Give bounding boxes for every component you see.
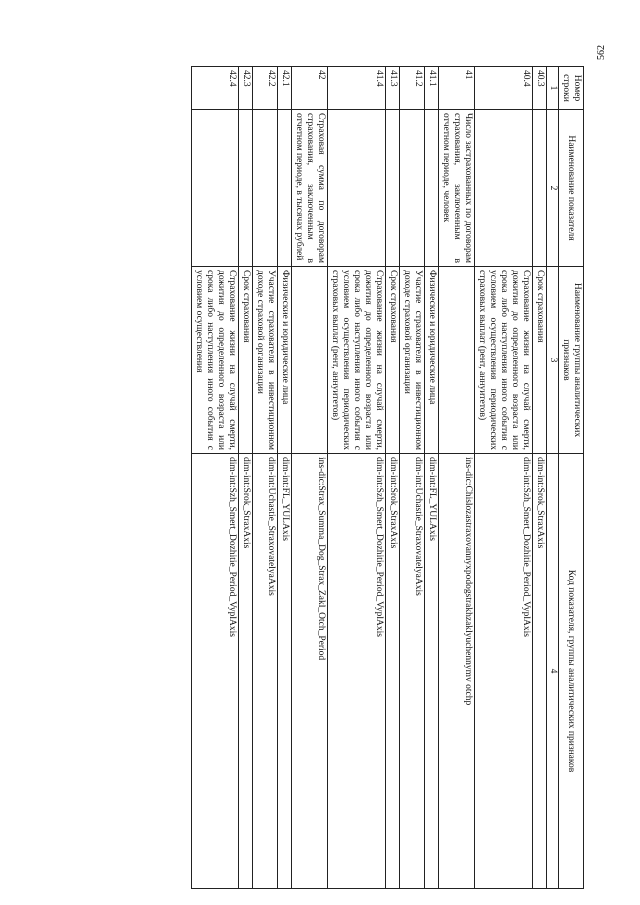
indicator-table — [191, 66, 584, 889]
group-name-cell: Страхование жизни на случай смерти, дожития до определенного возраста или срока либо наступления иного события с условием осуществления периодических страховых выплат (рент, аннуитетов) — [475, 267, 533, 454]
row-number-cell: 42.2 — [253, 67, 278, 110]
indicator-name-cell — [400, 110, 425, 267]
indicator-name-cell — [533, 110, 547, 267]
group-name-cell: Срок страхования — [533, 267, 547, 454]
group-name-cell — [439, 267, 475, 454]
row-number-cell: 41.2 — [400, 67, 425, 110]
group-name-cell: Физические и юридические лица — [278, 267, 292, 454]
document-sheet — [84, 66, 584, 860]
table-row — [192, 67, 239, 889]
header-indicator-name: Наименование показателя — [559, 110, 584, 267]
column-number: 3 — [547, 267, 559, 454]
table-row — [292, 67, 328, 889]
table-row — [278, 67, 292, 889]
indicator-name-cell — [328, 110, 386, 267]
table-row — [386, 67, 400, 889]
group-name-cell: Участие страхователя в инвестиционном доходе страховой организации — [253, 267, 278, 454]
code-cell: ins-dic:Chislozastraxovannyxpodogstrakhzaklyuchennymv otchp — [439, 454, 475, 889]
code-cell: dim-int:Srok_StraxAxis — [533, 454, 547, 889]
table-row — [475, 67, 533, 889]
table-row — [328, 67, 386, 889]
indicator-name-cell: Страховая сумма по договорам страхования, заключенным в отчетном периоде, в тысячах рублей — [292, 110, 328, 267]
code-cell: dim-int:Uchastie_StraxovatelyaAxis — [400, 454, 425, 889]
row-number-cell: 42 — [292, 67, 328, 110]
row-number-cell: 42.1 — [278, 67, 292, 110]
group-name-cell: Участие страхователя в инвестиционном доходе страховой организации — [400, 267, 425, 454]
row-number-cell: 41.4 — [328, 67, 386, 110]
indicator-name-cell — [278, 110, 292, 267]
table-header-row — [559, 67, 584, 889]
group-name-cell: Страхование жизни на случай смерти, дожития до определенного возраста или срока либо наступления иного события с условием осуществления периодических страховых выплат (рент, аннуитетов) — [328, 267, 386, 454]
page-number: 562 — [596, 45, 607, 60]
indicator-name-cell — [475, 110, 533, 267]
code-cell: ins-dic:Strax_Summa_Dog_Strax_Zakl_Otch_Period — [292, 454, 328, 889]
row-number-cell: 41 — [439, 67, 475, 110]
row-number-cell: 41.1 — [425, 67, 439, 110]
table-row — [439, 67, 475, 889]
row-number-cell: 40.4 — [475, 67, 533, 110]
indicator-name-cell — [253, 110, 278, 267]
column-number: 2 — [547, 110, 559, 267]
code-cell: dim-int:FL_YULAxis — [278, 454, 292, 889]
indicator-name-cell: Число застрахованных по договорам страхования, заключенным в отчетном периоде, человек — [439, 110, 475, 267]
table-row — [400, 67, 425, 889]
row-number-cell: 42.3 — [239, 67, 253, 110]
table-row — [425, 67, 439, 889]
code-cell: dim-int:Szh_Smert_Dozhitie_Period_VyplAxis — [475, 454, 533, 889]
table-row — [533, 67, 547, 889]
column-number: 4 — [547, 454, 559, 889]
column-number-row — [547, 67, 559, 889]
row-number-cell: 41.3 — [386, 67, 400, 110]
row-number-cell: 40.3 — [533, 67, 547, 110]
code-cell: dim-int:FL_YULAxis — [425, 454, 439, 889]
group-name-cell: Страхование жизни на случай смерти, дожития до определенного возраста или срока либо наступления иного события с условием осуществления — [192, 267, 239, 454]
indicator-name-cell — [192, 110, 239, 267]
group-name-cell: Срок страхования — [239, 267, 253, 454]
code-cell: dim-int:Szh_Smert_Dozhitie_Period_VyplAxis — [192, 454, 239, 889]
code-cell: dim-int:Uchastie_StraxovatelyaAxis — [253, 454, 278, 889]
header-row-number: Номер строки — [559, 67, 584, 110]
row-number-cell: 42.4 — [192, 67, 239, 110]
group-name-cell: Срок страхования — [386, 267, 400, 454]
indicator-name-cell — [425, 110, 439, 267]
group-name-cell — [292, 267, 328, 454]
indicator-name-cell — [239, 110, 253, 267]
table-row — [239, 67, 253, 889]
code-cell: dim-int:Szh_Smert_Dozhitie_Period_VyplAxis — [328, 454, 386, 889]
indicator-name-cell — [386, 110, 400, 267]
header-code: Код показателя, группы аналитических признаков — [559, 454, 584, 889]
code-cell: dim-int:Srok_StraxAxis — [386, 454, 400, 889]
table-row — [253, 67, 278, 889]
header-group-name: Наименование группы аналитических признаков — [559, 267, 584, 454]
column-number: 1 — [547, 67, 559, 110]
group-name-cell: Физические и юридические лица — [425, 267, 439, 454]
code-cell: dim-int:Srok_StraxAxis — [239, 454, 253, 889]
